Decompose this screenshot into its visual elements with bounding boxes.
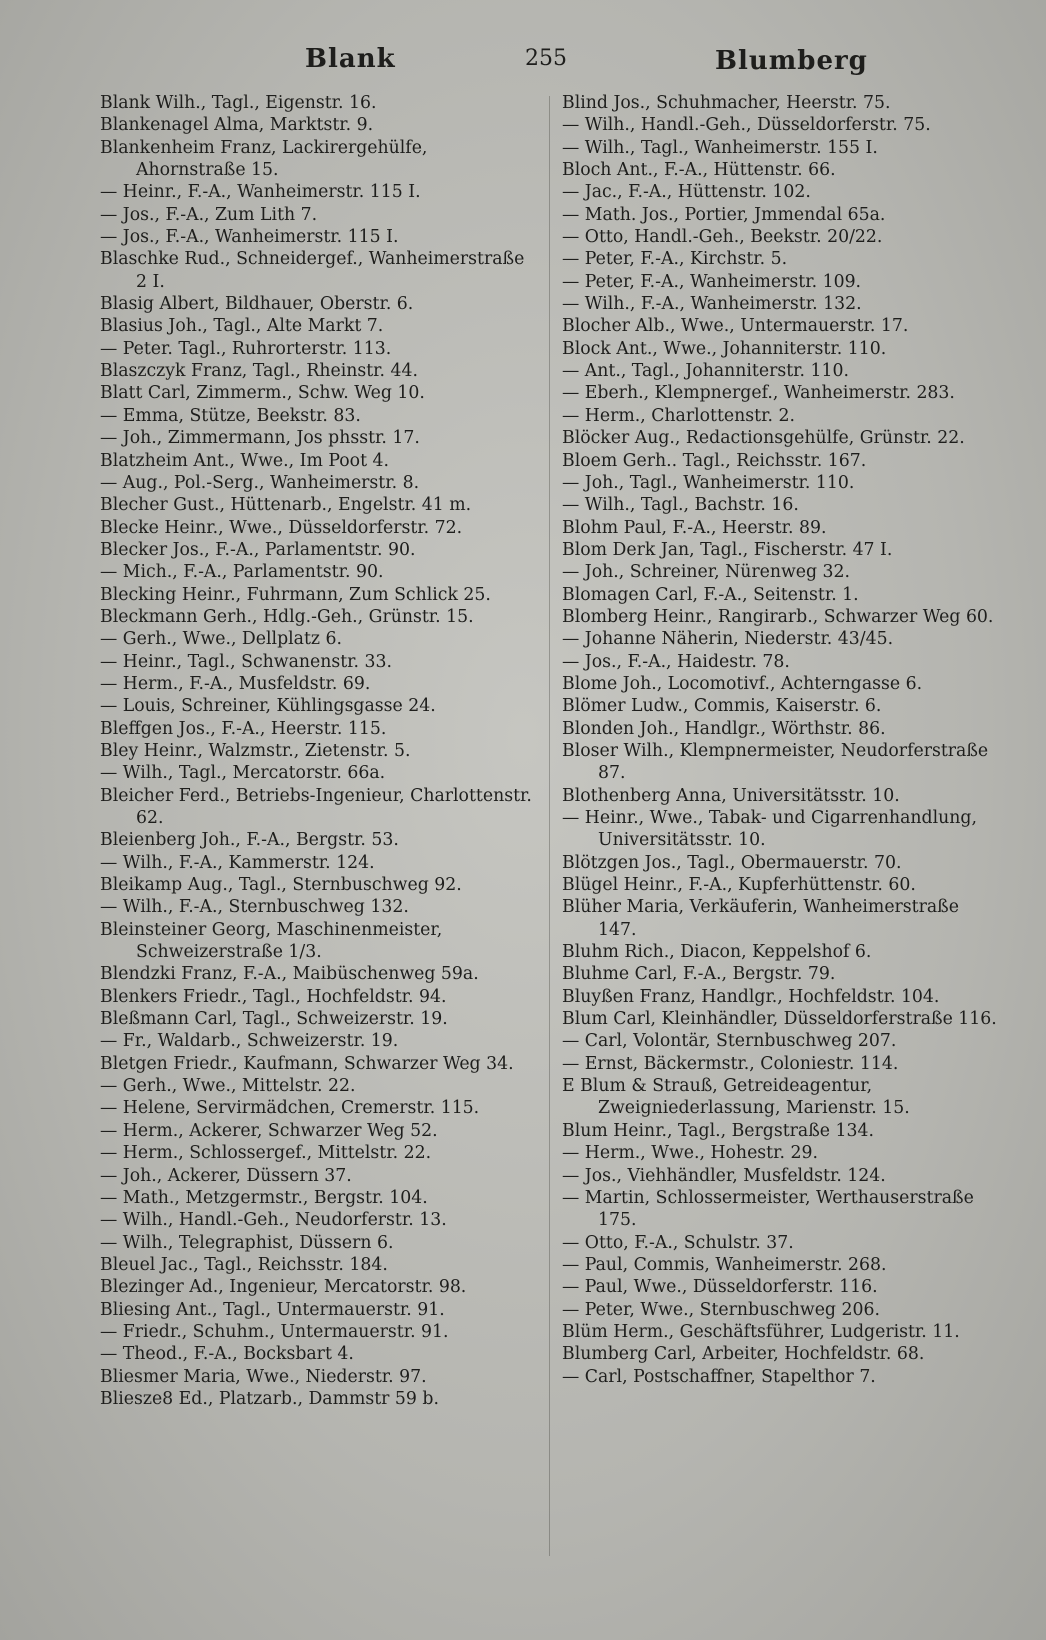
header-right-keyword: Blumberg (715, 46, 868, 76)
directory-entry: — Louis, Schreiner, Kühlingsgasse 24. (100, 696, 436, 717)
directory-entry: — Herm., Wwe., Hohestr. 29. (562, 1143, 818, 1164)
directory-entry: — Joh., Ackerer, Düssern 37. (100, 1165, 352, 1186)
directory-entry: Blatzheim Ant., Wwe., Im Poot 4. (100, 450, 390, 471)
directory-entry: — Paul, Wwe., Düsseldorferstr. 116. (562, 1277, 878, 1298)
directory-entry: — Wilh., Tagl., Wanheimerstr. 155 I. (562, 137, 878, 158)
directory-entry: Bley Heinr., Walzmstr., Zietenstr. 5. (100, 740, 411, 761)
directory-entry: Blum Carl, Kleinhändler, Düsseldorferstraße 116. (562, 1009, 997, 1030)
directory-entry: Blömer Ludw., Commis, Kaiserstr. 6. (562, 696, 882, 717)
directory-entry: E Blum & Strauß, Getreideagentur, Zweigniederlassung, Marienstr. 15. (562, 1076, 910, 1119)
directory-entry: — Theod., F.-A., Bocksbart 4. (100, 1344, 354, 1365)
directory-entry: Bliesing Ant., Tagl., Untermauerstr. 91. (100, 1299, 445, 1320)
directory-entry: — Wilh., Tagl., Bachstr. 16. (562, 495, 799, 516)
directory-entry: — Eberh., Klempnergef., Wanheimerstr. 283. (562, 383, 955, 404)
left-column (100, 92, 540, 1410)
directory-entry: — Wilh., Telegraphist, Düssern 6. (100, 1232, 394, 1253)
directory-entry: Bluyßen Franz, Handlgr., Hochfeldstr. 104. (562, 986, 940, 1007)
directory-entry: — Carl, Postschaffner, Stapelthor 7. (562, 1366, 876, 1387)
directory-entry: — Herm., Schlossergef., Mittelstr. 22. (100, 1143, 432, 1164)
directory-entry: Blocher Alb., Wwe., Untermauerstr. 17. (562, 316, 909, 337)
directory-entry: — Heinr., F.-A., Wanheimerstr. 115 I. (100, 182, 421, 203)
directory-entry: Blecke Heinr., Wwe., Düsseldorferstr. 72. (100, 517, 463, 538)
directory-entry: Blendzki Franz, F.-A., Maibüschenweg 59a. (100, 964, 479, 985)
directory-entry: Blankenheim Franz, Lackirergehülfe, Ahornstraße 15. (100, 137, 428, 181)
directory-entry: Blüm Herm., Geschäftsführer, Ludgeristr. 11. (562, 1321, 960, 1342)
directory-entry: — Emma, Stütze, Beekstr. 83. (100, 405, 361, 426)
directory-entry: Blank Wilh., Tagl., Eigenstr. 16. (100, 93, 377, 113)
directory-entry: Bliesmer Maria, Wwe., Niederstr. 97. (100, 1366, 427, 1387)
directory-entry: — Math. Jos., Portier, Jmmendal 65a. (562, 204, 886, 225)
directory-entry: — Joh., Schreiner, Nürenweg 32. (562, 562, 851, 583)
directory-entry: Blomberg Heinr., Rangirarb., Schwarzer Weg 60. (562, 606, 994, 627)
directory-entry: — Johanne Näherin, Niederstr. 43/45. (562, 629, 894, 650)
directory-entry: Blaschke Rud., Schneidergef., Wanheimerstraße 2 I. (100, 249, 525, 292)
directory-entry: Blasius Joh., Tagl., Alte Markt 7. (100, 316, 384, 337)
directory-entry: — Otto, F.-A., Schulstr. 37. (562, 1232, 794, 1253)
directory-entry: — Math., Metzgermstr., Bergstr. 104. (100, 1187, 428, 1208)
directory-entry: Bliesze8 Ed., Platzarb., Dammstr 59 b. (100, 1388, 439, 1409)
directory-entry: — Wilh., F.-A., Kammerstr. 124. (100, 852, 375, 873)
directory-entry: Bluhm Rich., Diacon, Keppelshof 6. (562, 942, 872, 963)
directory-entry: — Peter, Wwe., Sternbuschweg 206. (562, 1299, 880, 1320)
directory-entry: Blügel Heinr., F.-A., Kupferhüttenstr. 60. (562, 875, 916, 896)
directory-entry: Blenkers Friedr., Tagl., Hochfeldstr. 94. (100, 986, 447, 1007)
directory-entry: — Peter. Tagl., Ruhrorterstr. 113. (100, 338, 392, 359)
directory-entry: — Paul, Commis, Wanheimerstr. 268. (562, 1254, 887, 1275)
directory-entry: Blum Heinr., Tagl., Bergstraße 134. (562, 1120, 874, 1141)
directory-entry: — Ant., Tagl., Johanniterstr. 110. (562, 361, 849, 382)
directory-entry: — Wilh., Tagl., Mercatorstr. 66a. (100, 763, 386, 784)
directory-entry: — Helene, Servirmädchen, Cremerstr. 115. (100, 1098, 480, 1119)
directory-entry: — Heinr., Wwe., Tabak- und Cigarrenhandlung, Universitätsstr. 10. (562, 808, 977, 851)
directory-entry: — Joh., Tagl., Wanheimerstr. 110. (562, 472, 855, 493)
directory-entry: Bletgen Friedr., Kaufmann, Schwarzer Weg 34. (100, 1053, 514, 1074)
directory-entry: — Jos., F.-A., Haidestr. 78. (562, 651, 790, 672)
directory-entry: — Aug., Pol.-Serg., Wanheimerstr. 8. (100, 472, 420, 493)
directory-entry: — Wilh., F.-A., Sternbuschweg 132. (100, 897, 409, 918)
directory-entry: — Wilh., Handl.-Geh., Düsseldorferstr. 75. (562, 115, 931, 136)
directory-entry: — Herm., Charlottenstr. 2. (562, 405, 795, 426)
directory-entry: Blome Joh., Locomotivf., Achterngasse 6. (562, 673, 923, 694)
directory-entry: — Peter, F.-A., Wanheimerstr. 109. (562, 271, 862, 292)
directory-entry: Blom Derk Jan, Tagl., Fischerstr. 47 I. (562, 539, 893, 560)
directory-entry: — Fr., Waldarb., Schweizerstr. 19. (100, 1031, 399, 1052)
directory-entry: Blecker Jos., F.-A., Parlamentstr. 90. (100, 539, 416, 560)
directory-entry: — Jos., F.-A., Wanheimerstr. 115 I. (100, 227, 399, 248)
directory-entry: Bleßmann Carl, Tagl., Schweizerstr. 19. (100, 1009, 448, 1030)
directory-entry: Bloem Gerh.. Tagl., Reichsstr. 167. (562, 450, 867, 471)
directory-entry: — Herm., F.-A., Musfeldstr. 69. (100, 673, 371, 694)
directory-entry: — Herm., Ackerer, Schwarzer Weg 52. (100, 1120, 438, 1141)
directory-entry: Bleienberg Joh., F.-A., Bergstr. 53. (100, 830, 399, 851)
directory-entry: — Wilh., F.-A., Wanheimerstr. 132. (562, 294, 862, 315)
directory-entry: Blezinger Ad., Ingenieur, Mercatorstr. 98. (100, 1277, 467, 1298)
directory-entry: — Jac., F.-A., Hüttenstr. 102. (562, 182, 811, 203)
directory-entry: Blüher Maria, Verkäuferin, Wanheimerstraße 147. (562, 897, 959, 940)
directory-entry: Bleicher Ferd., Betriebs-Ingenieur, Charlottenstr. 62. (100, 785, 532, 828)
directory-entry: — Ernst, Bäckermstr., Coloniestr. 114. (562, 1053, 899, 1074)
directory-entry: Blecking Heinr., Fuhrmann, Zum Schlick 25. (100, 584, 491, 605)
directory-entry: Blothenberg Anna, Universitätsstr. 10. (562, 785, 900, 806)
directory-entry: Bleckmann Gerh., Hdlg.-Geh., Grünstr. 15. (100, 606, 474, 627)
column-divider (549, 96, 550, 1556)
directory-entry: Blumberg Carl, Arbeiter, Hochfeldstr. 68. (562, 1344, 925, 1365)
directory-entry: — Carl, Volontär, Sternbuschweg 207. (562, 1031, 897, 1052)
directory-entry: Bleffgen Jos., F.-A., Heerstr. 115. (100, 718, 387, 739)
directory-entry: Blonden Joh., Handlgr., Wörthstr. 86. (562, 718, 886, 739)
directory-entry: Blohm Paul, F.-A., Heerstr. 89. (562, 517, 827, 538)
directory-entry: Blomagen Carl, F.-A., Seitenstr. 1. (562, 584, 859, 605)
directory-entry: — Martin, Schlossermeister, Werthauserstraße 175. (562, 1187, 974, 1231)
directory-entry: — Mich., F.-A., Parlamentstr. 90. (100, 562, 384, 583)
directory-entry: Blaszczyk Franz, Tagl., Rheinstr. 44. (100, 361, 419, 382)
directory-entry: Blasig Albert, Bildhauer, Oberstr. 6. (100, 294, 414, 315)
directory-entry: Bleuel Jac., Tagl., Reichsstr. 184. (100, 1254, 388, 1275)
directory-entry: Blötzgen Jos., Tagl., Obermauerstr. 70. (562, 852, 902, 873)
directory-entry: Bluhme Carl, F.-A., Bergstr. 79. (562, 964, 836, 985)
directory-entry: — Otto, Handl.-Geh., Beekstr. 20/22. (562, 227, 883, 248)
directory-entry: — Jos., Viehhändler, Musfeldstr. 124. (562, 1165, 886, 1186)
directory-entry: — Gerh., Wwe., Dellplatz 6. (100, 629, 342, 650)
page-header (95, 44, 991, 84)
directory-entry: Bloser Wilh., Klempnermeister, Neudorferstraße 87. (562, 740, 989, 784)
directory-entry: Blind Jos., Schuhmacher, Heerstr. 75. (562, 93, 891, 113)
directory-entry: Bleikamp Aug., Tagl., Sternbuschweg 92. (100, 875, 462, 896)
header-left-keyword: Blank (305, 44, 396, 74)
directory-entry: Bleinsteiner Georg, Maschinenmeister, Schweizerstraße 1/3. (100, 919, 443, 963)
directory-entry: — Friedr., Schuhm., Untermauerstr. 91. (100, 1321, 449, 1342)
directory-entry: — Wilh., Handl.-Geh., Neudorferstr. 13. (100, 1210, 447, 1231)
directory-entry: — Heinr., Tagl., Schwanenstr. 33. (100, 651, 392, 672)
directory-entry: Bloch Ant., F.-A., Hüttenstr. 66. (562, 160, 836, 181)
directory-entry: — Peter, F.-A., Kirchstr. 5. (562, 249, 788, 270)
directory-entry: Blecher Gust., Hüttenarb., Engelstr. 41 m. (100, 495, 472, 516)
directory-entry: Blöcker Aug., Redactionsgehülfe, Grünstr. 22. (562, 428, 965, 449)
directory-entry: Blankenagel Alma, Marktstr. 9. (100, 115, 374, 136)
directory-entry: Block Ant., Wwe., Johanniterstr. 110. (562, 338, 887, 359)
right-column (562, 92, 1002, 1388)
directory-entry: — Gerh., Wwe., Mittelstr. 22. (100, 1076, 356, 1097)
directory-entry: — Jos., F.-A., Zum Lith 7. (100, 204, 318, 225)
directory-entry: Blatt Carl, Zimmerm., Schw. Weg 10. (100, 383, 425, 404)
directory-entry: — Joh., Zimmermann, Jos phsstr. 17. (100, 428, 420, 449)
page-number: 255 (525, 46, 567, 71)
